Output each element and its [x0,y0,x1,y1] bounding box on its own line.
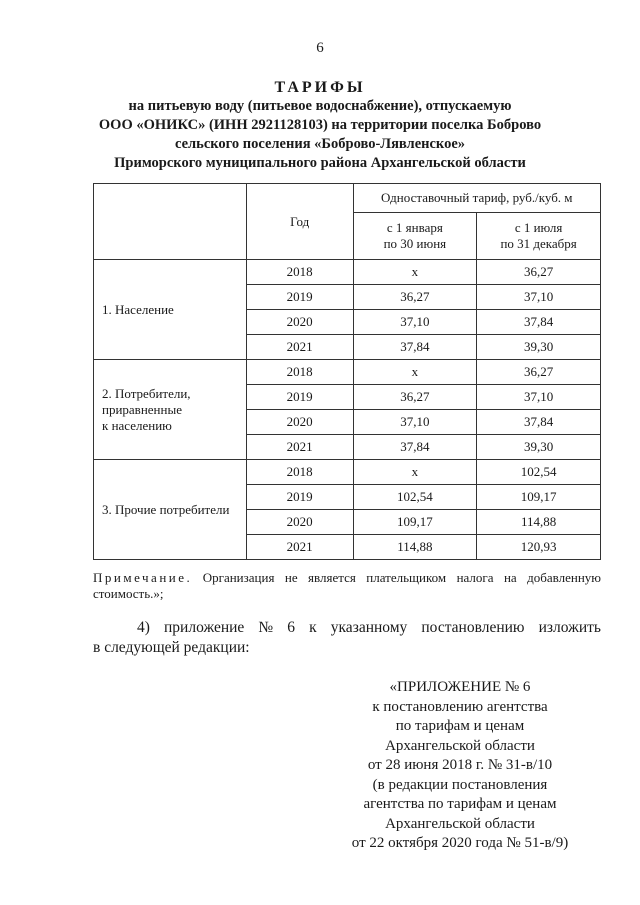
category-label: 1. Население [102,301,174,317]
header-period-2-line-1: с 1 июля [514,220,563,235]
tariff-h1-cell: 114,88 [353,535,477,560]
tariff-h1-cell: 109,17 [353,510,477,535]
header-category-empty [94,184,247,260]
category-cell [94,260,247,360]
tariff-h1-cell: 102,54 [353,485,477,510]
tariff-h2-cell: 36,27 [477,260,601,285]
tariff-h2-cell: 39,30 [477,435,601,460]
tariff-h2-cell: 39,30 [477,335,601,360]
appendix-line: Архангельской области [385,815,535,832]
header-period-2-line-2: по 31 декабря [500,236,577,251]
paragraph-word: 6 [287,619,296,636]
year-cell: 2019 [246,485,353,510]
category-label-line-3: к населению [102,417,172,433]
document-title [0,78,640,173]
category-label-line-1: 2. Потребители, [102,385,191,401]
category-cell [94,360,247,460]
tariffs-table [93,183,601,560]
tariff-h2-cell: 120,93 [477,535,601,560]
tariff-h2-cell: 102,54 [477,460,601,485]
page-number: 6 [316,40,324,56]
category-label: 3. Прочие потребители [102,501,230,517]
title-line-3: сельского поселения «Боброво-Лявленское» [174,136,466,152]
tariff-h1-cell: x [353,360,477,385]
appendix-header [330,678,590,854]
paragraph-word: изложить [538,619,601,636]
tariff-h2-cell: 37,10 [477,385,601,410]
tariff-h1-cell: 36,27 [353,385,477,410]
category-label-line-2: приравненные [102,401,182,417]
tariff-h1-cell: 37,84 [353,335,477,360]
title-line-1: на питьевую воду (питьевое водоснабжение), отпускаемую [128,98,512,114]
year-cell: 2020 [246,510,353,535]
year-cell: 2021 [246,535,353,560]
year-cell: 2019 [246,285,353,310]
note-text: Организация не является плательщиком налога на добавленную стоимость.»; [93,570,601,601]
appendix-line: от 22 октября 2020 года № 51-в/9) [351,835,569,851]
appendix-line: от 28 июня 2018 г. № 31-в/10 [367,757,553,773]
paragraph-word: приложение [164,619,245,636]
paragraph-word: № [258,619,274,636]
tariff-h1-cell: x [353,260,477,285]
header-year: Год [246,184,353,260]
header-period-1-line-1: с 1 января [386,220,443,235]
tariff-h1-cell: 37,10 [353,310,477,335]
year-cell: 2019 [246,385,353,410]
title-line-2: ООО «ОНИКС» (ИНН 2921128103) на территории поселка Боброво [98,117,542,133]
paragraph-word: постановлению [421,619,525,636]
paragraph-line-1 [93,618,601,638]
paragraph-word: к [309,619,317,636]
table-row [94,260,601,285]
paragraph-word: указанному [330,619,408,636]
header-tariff-group: Одноставочный тариф, руб./куб. м [353,184,600,213]
note-label: Примечание. [93,570,193,585]
tariff-h1-cell: 36,27 [353,285,477,310]
tariff-h2-cell: 114,88 [477,510,601,535]
tariff-h2-cell: 37,84 [477,410,601,435]
table-note [93,570,601,602]
table-row [94,460,601,485]
year-cell: 2020 [246,310,353,335]
paragraph-line-2: в следующей редакции: [93,639,250,656]
title-line-4: Приморского муниципального района Архангельской области [114,155,526,171]
tariff-h1-cell: 37,84 [353,435,477,460]
year-cell: 2018 [246,360,353,385]
header-period-1-line-2: по 30 июня [383,236,447,251]
year-cell: 2018 [246,460,353,485]
appendix-line: «ПРИЛОЖЕНИЕ № 6 [389,679,531,695]
tariff-h1-cell: x [353,460,477,485]
header-period-1 [353,213,477,260]
title-main: ТАРИФЫ [274,79,366,96]
amendment-paragraph [93,618,601,658]
year-cell: 2021 [246,335,353,360]
appendix-line: (в редакции постановления [372,776,548,793]
year-cell: 2018 [246,260,353,285]
tariff-h2-cell: 37,84 [477,310,601,335]
header-period-2 [477,213,601,260]
tariff-h2-cell: 109,17 [477,485,601,510]
table-row [94,360,601,385]
paragraph-word: 4) [137,619,150,636]
appendix-line: к постановлению агентства [372,698,548,715]
appendix-line: агентства по тарифам и ценам [363,796,557,812]
tariff-h1-cell: 37,10 [353,410,477,435]
tariff-h2-cell: 36,27 [477,360,601,385]
tariff-h2-cell: 37,10 [477,285,601,310]
year-cell: 2020 [246,410,353,435]
year-cell: 2021 [246,435,353,460]
appendix-line: по тарифам и ценам [395,718,525,734]
category-cell [94,460,247,560]
appendix-line: Архангельской области [385,737,535,754]
